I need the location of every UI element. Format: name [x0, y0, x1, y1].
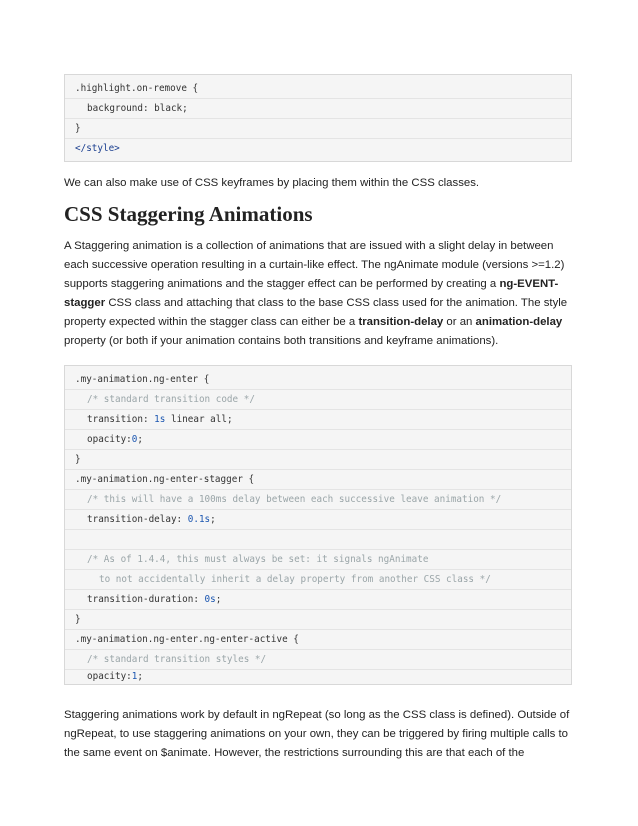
code-line: transition: 1s linear all;	[65, 410, 571, 430]
code-blank-line	[65, 530, 571, 550]
code-line: </style>	[75, 143, 120, 154]
code-block-style-end	[64, 74, 572, 162]
code-line: }	[65, 119, 571, 139]
code-line: }	[65, 610, 571, 630]
code-block-stagger	[64, 365, 572, 685]
code-line: opacity:1;	[87, 671, 143, 682]
text-run: property (or both if your animation contains both transitions and keyframe animations).	[64, 335, 499, 347]
paragraph-keyframes: We can also make use of CSS keyframes by placing them within the CSS classes.	[64, 177, 480, 189]
text-run: or an	[443, 316, 476, 328]
code-comment: /* this will have a 100ms delay between each successive leave animation */	[65, 490, 571, 510]
code-comment: to not accidentally inherit a delay property from another CSS class */	[65, 570, 571, 590]
code-line: .my-animation.ng-enter.ng-enter-active {	[65, 630, 571, 650]
bold-term-ng-event-stagger: ng-EVENT-stagger	[64, 278, 559, 309]
bold-term-transition-delay: transition-delay	[358, 316, 444, 328]
code-line: .my-animation.ng-enter {	[65, 370, 571, 390]
code-line: .highlight.on-remove {	[65, 79, 571, 99]
paragraph-default-behavior: Staggering animations work by default in ngRepeat (so long as the CSS class is defined). Outside of ngRepeat, to use staggering animations on your own, they can be triggered by firing multiple calls to the same event on $animate. However, the restrictions surrounding this are that each of the	[64, 709, 570, 759]
code-line: opacity:0;	[65, 430, 571, 450]
code-comment: /* standard transition styles */	[65, 650, 571, 670]
code-line: }	[65, 450, 571, 470]
code-line: transition-delay: 0.1s;	[65, 510, 571, 530]
section-heading: CSS Staggering Animations	[64, 202, 313, 226]
text-run: A Staggering animation is a collection of animations that are issued with a slight delay in between each successive operation resulting in a curtain-like effect. The ngAnimate module (versions >=1.2) supports staggering animations and the stagger effect can be performed by creating a	[64, 240, 565, 290]
code-comment: /* As of 1.4.4, this must always be set: it signals ngAnimate	[65, 550, 571, 570]
code-comment: /* standard transition code */	[65, 390, 571, 410]
code-line: .my-animation.ng-enter-stagger {	[65, 470, 571, 490]
text-run: CSS class and attaching that class to the base CSS class used for the animation. The style property expected within the stagger class can either be a	[64, 297, 568, 328]
code-line: background: black;	[65, 99, 571, 119]
code-line: transition-duration: 0s;	[65, 590, 571, 610]
bold-term-animation-delay: animation-delay	[475, 316, 563, 328]
paragraph-staggering	[64, 237, 574, 351]
